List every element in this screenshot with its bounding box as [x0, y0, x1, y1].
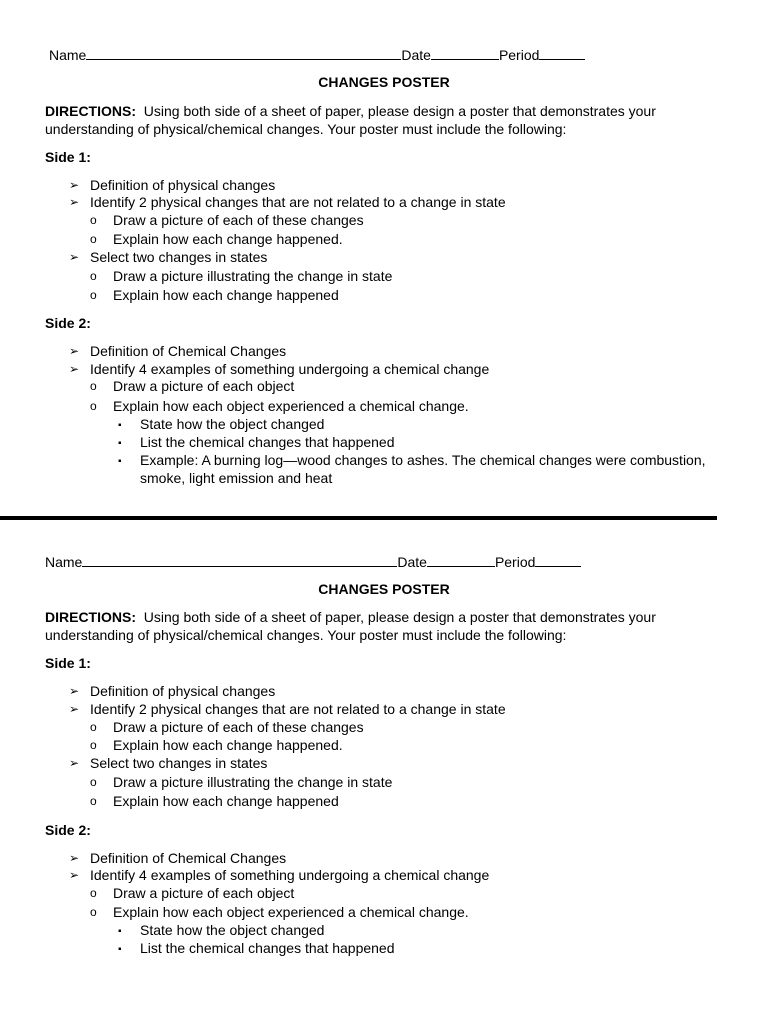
list-item: o Explain how each change happened	[90, 793, 339, 809]
circle-bullet-icon: o	[90, 886, 97, 900]
square-bullet-icon: ▪	[118, 944, 122, 955]
date-label: Date	[401, 47, 431, 63]
arrow-bullet-icon: ➢	[69, 362, 80, 376]
list-item: o Draw a picture of each of these changes	[90, 212, 364, 228]
list-item: ➢ Definition of physical changes	[69, 177, 276, 193]
side2-label: Side 2:	[45, 315, 91, 331]
list-item: ▪ List the chemical changes that happened	[118, 434, 395, 450]
arrow-bullet-icon: ➢	[69, 851, 80, 865]
arrow-bullet-icon: ➢	[69, 178, 80, 192]
square-bullet-icon: ▪	[118, 420, 122, 431]
circle-bullet-icon: o	[90, 379, 97, 393]
date-blank[interactable]	[427, 553, 495, 567]
list-item: ➢ Identify 2 physical changes that are not related to a change in state	[69, 701, 506, 717]
directions-text-1: Using both side of a sheet of paper, please design a poster that demonstrates your	[143, 609, 656, 625]
list-item-continuation: smoke, light emission and heat	[140, 470, 333, 486]
page-title: CHANGES POSTER	[318, 581, 450, 597]
directions-text-1: Using both side of a sheet of paper, please design a poster that demonstrates your	[143, 103, 656, 119]
circle-bullet-icon: o	[90, 213, 97, 227]
list-item: o Explain how each change happened.	[90, 737, 343, 753]
page-title: CHANGES POSTER	[318, 74, 450, 90]
name-label: Name	[45, 554, 83, 570]
period-label: Period	[498, 47, 540, 63]
arrow-bullet-icon: ➢	[69, 344, 80, 358]
date-label: Date	[397, 554, 427, 570]
list-item: o Explain how each change happened	[90, 287, 339, 303]
arrow-bullet-icon: ➢	[69, 684, 80, 698]
name-label: Name	[49, 47, 87, 63]
circle-bullet-icon: o	[90, 232, 97, 246]
date-blank[interactable]	[431, 46, 499, 60]
list-item: ➢ Identify 2 physical changes that are not related to a change in state	[69, 194, 506, 210]
cut-divider	[0, 516, 717, 520]
side1-label: Side 1:	[45, 149, 91, 165]
side2-label: Side 2:	[45, 822, 91, 838]
circle-bullet-icon: o	[90, 794, 97, 808]
square-bullet-icon: ▪	[118, 456, 122, 467]
directions-line-1	[45, 103, 656, 120]
list-item: ➢ Select two changes in states	[69, 755, 268, 771]
period-blank[interactable]	[535, 553, 581, 567]
list-item: o Explain how each object experienced a chemical change.	[90, 398, 469, 414]
list-item: o Explain how each change happened.	[90, 231, 343, 247]
circle-bullet-icon: o	[90, 399, 97, 413]
list-item: o Draw a picture of each object	[90, 378, 295, 394]
arrow-bullet-icon: ➢	[69, 702, 80, 716]
list-item: o Explain how each object experienced a chemical change.	[90, 904, 469, 920]
directions-line-1	[45, 609, 656, 626]
list-item: ▪ Example: A burning log—wood changes to ashes. The chemical changes were combustion,	[118, 452, 706, 468]
period-label: Period	[494, 554, 536, 570]
directions-text-2: understanding of physical/chemical changes. Your poster must include the following:	[45, 627, 567, 643]
list-item: ➢ Select two changes in states	[69, 249, 268, 265]
list-item: ➢ Identify 4 examples of something undergoing a chemical change	[69, 361, 490, 377]
square-bullet-icon: ▪	[118, 926, 122, 937]
header-line	[49, 46, 585, 64]
list-item: o Draw a picture illustrating the change in state	[90, 774, 393, 790]
arrow-bullet-icon: ➢	[69, 250, 80, 264]
list-item: o Draw a picture of each of these changes	[90, 719, 364, 735]
directions-text-2: understanding of physical/chemical changes. Your poster must include the following:	[45, 121, 567, 137]
circle-bullet-icon: o	[90, 775, 97, 789]
arrow-bullet-icon: ➢	[69, 756, 80, 770]
name-blank[interactable]	[86, 46, 401, 60]
header-line	[45, 553, 581, 571]
list-item: ➢ Definition of Chemical Changes	[69, 850, 287, 866]
list-item: ▪ State how the object changed	[118, 416, 325, 432]
list-item: o Draw a picture illustrating the change in state	[90, 268, 393, 284]
period-blank[interactable]	[539, 46, 585, 60]
arrow-bullet-icon: ➢	[69, 868, 80, 882]
directions-label: DIRECTIONS:	[45, 103, 136, 119]
list-item: ➢ Definition of physical changes	[69, 683, 276, 699]
arrow-bullet-icon: ➢	[69, 195, 80, 209]
circle-bullet-icon: o	[90, 738, 97, 752]
list-item: o Draw a picture of each object	[90, 885, 295, 901]
circle-bullet-icon: o	[90, 720, 97, 734]
name-blank[interactable]	[82, 553, 397, 567]
square-bullet-icon: ▪	[118, 438, 122, 449]
circle-bullet-icon: o	[90, 288, 97, 302]
list-item: ▪ List the chemical changes that happened	[118, 940, 395, 956]
side1-label: Side 1:	[45, 655, 91, 671]
circle-bullet-icon: o	[90, 269, 97, 283]
list-item: ➢ Identify 4 examples of something undergoing a chemical change	[69, 867, 490, 883]
directions-label: DIRECTIONS:	[45, 609, 136, 625]
list-item: ▪ State how the object changed	[118, 922, 325, 938]
circle-bullet-icon: o	[90, 905, 97, 919]
list-item: ➢ Definition of Chemical Changes	[69, 343, 287, 359]
